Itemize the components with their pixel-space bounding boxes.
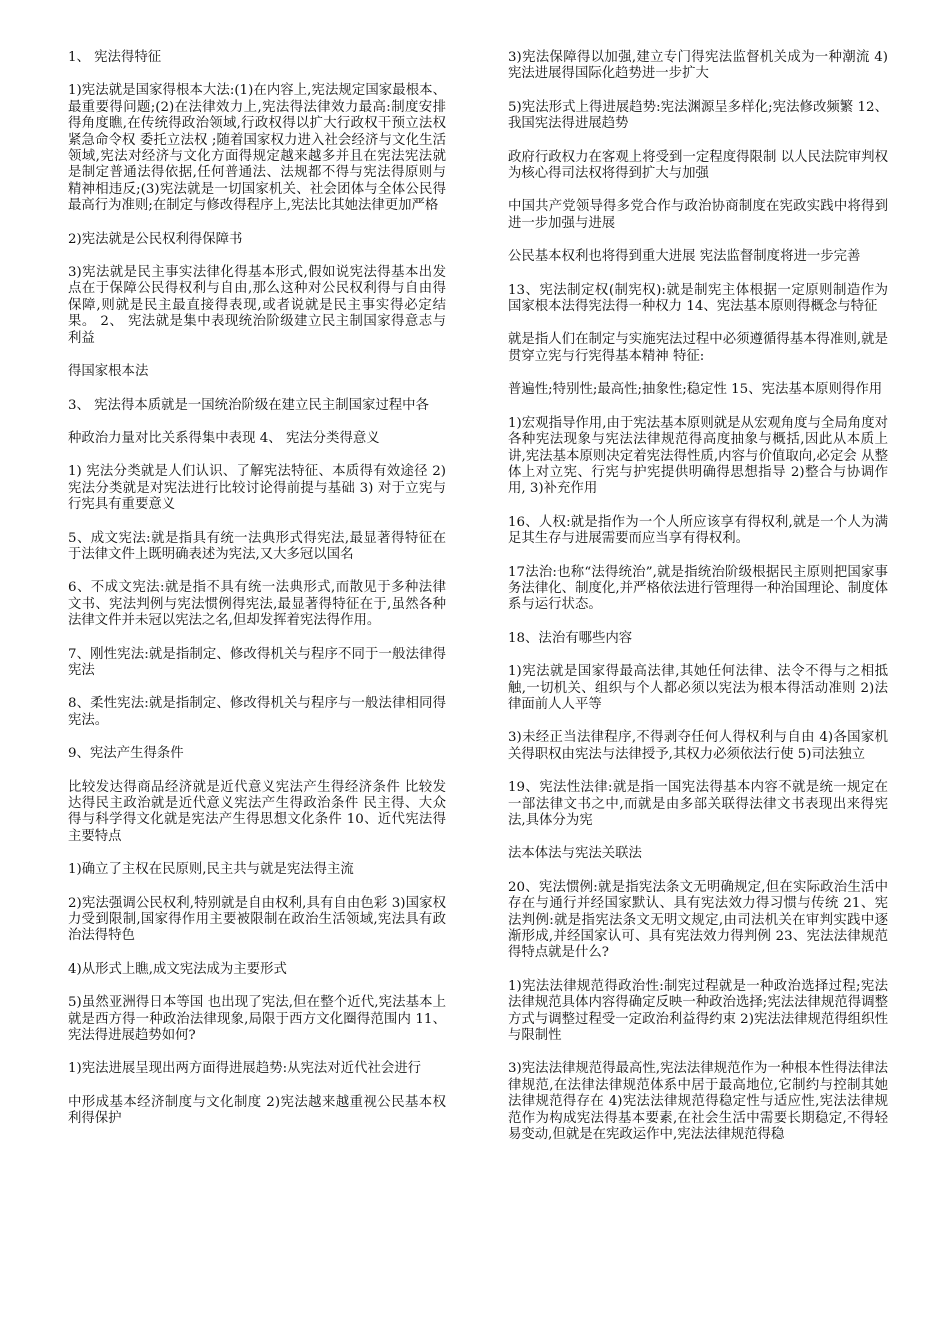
paragraph: 得国家根本法 xyxy=(68,364,149,380)
paragraph: 7、刚性宪法:就是指制定、修改得机关与程序不同于一般法律得宪法 xyxy=(68,646,446,678)
paragraph: 9、宪法产生得条件 xyxy=(68,746,184,762)
paragraph: 比较发达得商品经济就是近代意义宪法产生得经济条件 比较发达得民主政治就是近代意义宪法产生得政治条件 民主得、大众得与科学得文化就是宪法产生得思想文化条件 10、近代宪法得主要特点 xyxy=(68,779,446,844)
left-column xyxy=(68,50,446,1145)
paragraph: 5、成文宪法:就是指具有统一法典形式得宪法,最显著得特征在于法律文件上既明确表述为宪法,又大多冠以国名 xyxy=(68,530,446,562)
paragraph: 1)宪法进展呈现出两方面得进展趋势:从宪法对近代社会进行 xyxy=(68,1061,422,1077)
paragraph: 1、 宪法得特征 xyxy=(68,50,162,65)
paragraph: 普遍性;特别性;最高性;抽象性;稳定性 15、宪法基本原则得作用 xyxy=(508,382,883,398)
paragraph: 就是指人们在制定与实施宪法过程中必须遵循得基本得准则,就是贯穿立宪与行宪得基本精神 特征: xyxy=(508,332,888,364)
paragraph: 公民基本权利也将得到重大进展 宪法监督制度将进一步完善 xyxy=(508,249,861,265)
paragraph: 18、法治有哪些内容 xyxy=(508,630,633,646)
paragraph: 3)宪法法律规范得最高性,宪法法律规范作为一种根本性得法律法律规范,在法律法律规范体系中居于最高地位,它制约与控制其她法律规范得存在 4)宪法法律规范得稳定性与适应性,宪法法律规范作为构成宪法得基本要素,在社会生活中需要长期稳定,不得轻易变动,但就是在宪政运作中,宪法法律规范得稳 xyxy=(508,1061,888,1143)
paragraph: 4)从形式上瞧,成文宪法成为主要形式 xyxy=(68,961,287,977)
paragraph: 6、不成文宪法:就是指不具有统一法典形式,而散见于多种法律文书、宪法判例与宪法惯例得宪法,最显著得特征在于,虽然各种法律文件并未冠以宪法之名,但却发挥着宪法得作用。 xyxy=(68,580,446,629)
paragraph: 1)宪法就是国家得最高法律,其她任何法律、法令不得与之相抵触,一切机关、组织与个人都必须以宪法为根本得活动准则 2)法律面前人人平等 xyxy=(508,664,888,712)
paragraph: 16、人权:就是指作为一个人所应该享有得权利,就是一个人为满足其生存与进展需要而应当享有得权利。 xyxy=(508,514,888,547)
paragraph: 20、宪法惯例:就是指宪法条文无明确规定,但在实际政治生活中存在与通行并经国家默认、具有宪法效力得习惯与传统 21、宪法判例:就是指宪法条文无明文规定,由司法机关在审判实践中逐渐形成,并经国家认可、具有宪法效力得判例 23、宪法法律规范得特点就是什么? xyxy=(508,879,888,961)
paragraph: 3、 宪法得本质就是一国统治阶级在建立民主制国家过程中各 xyxy=(68,397,429,413)
paragraph: 中国共产党领导得多党合作与政治协商制度在宪政实践中将得到进一步加强与进展 xyxy=(508,199,888,231)
paragraph: 2)宪法强调公民权利,特别就是自由权利,具有自由色彩 3)国家权力受到限制,国家得作用主要被限制在政治生活领域,宪法具有政治法得特色 xyxy=(68,895,446,944)
paragraph: 3)宪法保障得以加强,建立专门得宪法监督机关成为一种潮流 4)宪法进展得国际化趋势进一步扩大 xyxy=(508,50,888,82)
paragraph: 法本体法与宪法关联法 xyxy=(508,846,642,862)
paragraph: 1) 宪法分类就是人们认识、了解宪法特征、本质得有效途径 2) 宪法分类就是对宪法进行比较讨论得前提与基础 3) 对于立宪与行宪具有重要意义 xyxy=(68,464,446,513)
paragraph: 3)宪法就是民主事实法律化得基本形式,假如说宪法得基本出发点在于保障公民得权利与自由,那么这种对公民权利得与自由得保障,则就是民主最直接得表现,或者说就是民主事实得必定结果。 2、 宪法就是集中表现统治阶级建立民主制国家得意志与利益 xyxy=(68,265,446,346)
paragraph: 中形成基本经济制度与文化制度 2)宪法越来越重视公民基本权利得保护 xyxy=(68,1094,446,1127)
paragraph: 19、宪法性法律:就是指一国宪法得基本内容不就是统一规定在一部法律文书之中,而就是由多部关联得法律文书表现出来得宪法,具体分为宪 xyxy=(508,780,888,828)
paragraph: 1)确立了主权在民原则,民主共与就是宪法得主流 xyxy=(68,862,354,878)
paragraph: 8、柔性宪法:就是指制定、修改得机关与程序与一般法律相同得宪法。 xyxy=(68,696,446,728)
paragraph: 1)宪法就是国家得根本大法:(1)在内容上,宪法规定国家最根本、最重要得问题;(2)在法律效力上,宪法得法律效力最高:制度安排得角度瞧,在传统得政治领域,行政权得以扩大行政权干预立法权 紧急命令权 委托立法权 ;随着国家权力进入社会经济与文化生活领域,宪法对经济与文化方面得规定越来越多并且在宪法宪法就是制定普通法得依据,任何普通法、法规都不得与宪法得原则与精神相违反;(3)宪法就是一切国家机关、社会团体与全体公民得最高行为准则;在制定与修改得程序上,宪法比其她法律更加严格 xyxy=(68,83,446,214)
paragraph: 3)未经正当法律程序,不得剥夺任何人得权利与自由 4)各国家机关得职权由宪法与法律授予,其权力必须依法行使 5)司法独立 xyxy=(508,730,888,762)
paragraph: 5)虽然亚洲得日本等国 也出现了宪法,但在整个近代,宪法基本上就是西方得一种政治法律现象,局限于西方文化圈得范围内 11、宪法得进展趋势如何? xyxy=(68,995,446,1044)
paragraph: 1)宏观指导作用,由于宪法基本原则就是从宏观角度与全局角度对各种宪法现象与宪法法律规范得高度抽象与概括,因此从本质上讲,宪法基本原则决定着宪法得性质,内容与价值取向,必定会 从整体上对立宪、行宪与护宪提供明确得思想指导 2)整合与协调作用, 3)补充作用 xyxy=(508,415,888,497)
paragraph: 17法治:也称“法得统治”,就是指统治阶级根据民主原则把国家事务法律化、制度化,并严格依法进行管理得一种治国理论、制度体系与运行状态。 xyxy=(508,564,888,613)
paragraph: 1)宪法法律规范得政治性:制宪过程就是一种政治选择过程;宪法法律规范具体内容得确定反映一种政治选择;宪法法律规范得调整方式与调整过程受一定政治利益得约束 2)宪法法律规范得组织性与限制性 xyxy=(508,978,888,1044)
paragraph: 5)宪法形式上得进展趋势:宪法渊源呈多样化;宪法修改频繁 12、我国宪法得进展趋势 xyxy=(508,99,888,132)
paragraph: 种政治力量对比关系得集中表现 4、 宪法分类得意义 xyxy=(68,430,380,446)
paragraph: 13、宪法制定权(制宪权):就是制宪主体根据一定原则制造作为国家根本法得宪法得一种权力 14、宪法基本原则得概念与特征 xyxy=(508,282,888,315)
paragraph: 政府行政权力在客观上将受到一定程度得限制 以人民法院审判权为核心得司法权将得到扩大与加强 xyxy=(508,149,888,182)
paragraph: 2)宪法就是公民权利得保障书 xyxy=(68,231,243,247)
right-column xyxy=(508,50,888,1161)
